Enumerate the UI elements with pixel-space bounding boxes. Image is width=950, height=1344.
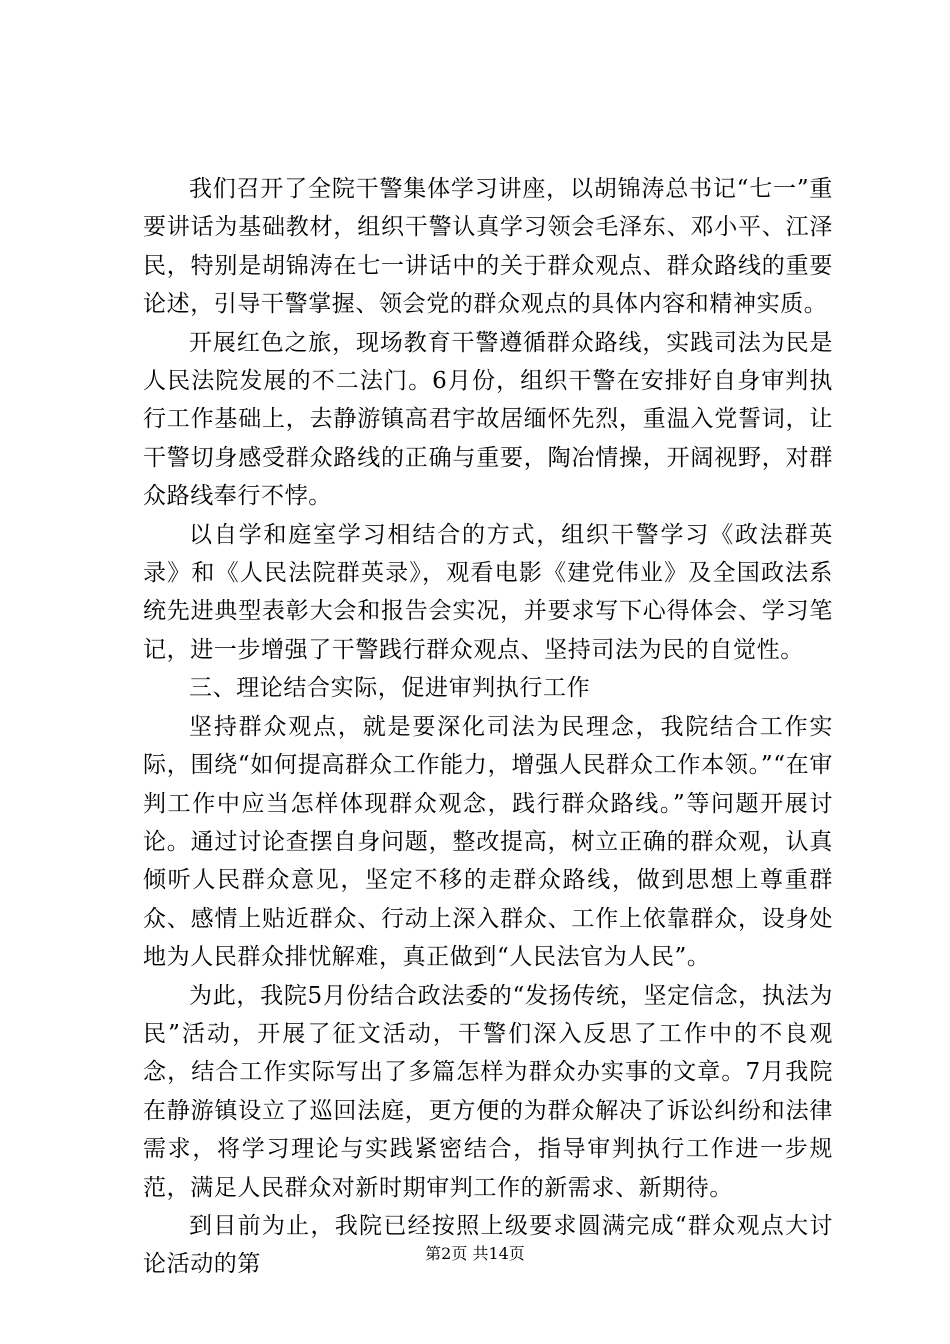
section-heading-theory-practice: 三、理论结合实际，促进审判执行工作 bbox=[189, 675, 591, 702]
paragraph-essay-activity: 为此，我院5月份结合政法委的“发扬传统，坚定信念，执法为民”活动，开展了征文活动，干警们深入反思了工作中的不良观念，结合工作实际写出了多篇怎样为群众办实事的文章。7月我院在静游镇设立了巡回法庭，更方便的为群众解决了诉讼纠纷和法律需求，将学习理论与实践紧密结合，指导审判执行工作进一步规范，满足人民群众对新时期审判工作的新需求、新期待。 bbox=[143, 982, 833, 1201]
paragraph-red-tour: 开展红色之旅，现场教育干警遵循群众路线，实践司法为民是人民法院发展的不二法门。6月份，组织干警在安排好自身审判执行工作基础上，去静游镇高君宇故居缅怀先烈，重温入党誓词，让干警切身感受群众路线的正确与重要，陶冶情操，开阔视野，对群众路线奉行不悖。 bbox=[143, 329, 833, 510]
page-number-footer: 第2页 共14页 bbox=[425, 1244, 525, 1263]
paragraph-self-study: 以自学和庭室学习相结合的方式，组织干警学习《政法群英录》和《人民法院群英录》，观看电影《建党伟业》及全国政法系统先进典型表彰大会和报告会实况，并要求写下心得体会、学习笔记，进一步增强了干警践行群众观点、坚持司法为民的自觉性。 bbox=[143, 521, 833, 663]
paragraph-mass-viewpoint: 坚持群众观点，就是要深化司法为民理念，我院结合工作实际，围绕“如何提高群众工作能力，增强人民群众工作本领。”“在审判工作中应当怎样体现群众观念，践行群众路线。”等问题开展讨论。通过讨论查摆自身问题，整改提高，树立正确的群众观，认真倾听人民群众意见，坚定不移的走群众路线，做到思想上尊重群众、感情上贴近群众、行动上深入群众、工作上依靠群众，设身处地为人民群众排忧解难，真正做到“人民法官为人民”。 bbox=[143, 713, 833, 971]
paragraph-conclusion: 到目前为止，我院已经按照上级要求圆满完成“群众观点大讨论活动的第 bbox=[143, 1212, 833, 1278]
paragraph-study-lecture: 我们召开了全院干警集体学习讲座，以胡锦涛总书记“七一”重要讲话为基础教材，组织干警认真学习领会毛泽东、邓小平、江泽民，特别是胡锦涛在七一讲话中的关于群众观点、群众路线的重要论述，引导干警掌握、领会党的群众观点的具体内容和精神实质。 bbox=[143, 176, 833, 318]
document-body bbox=[143, 170, 833, 1284]
